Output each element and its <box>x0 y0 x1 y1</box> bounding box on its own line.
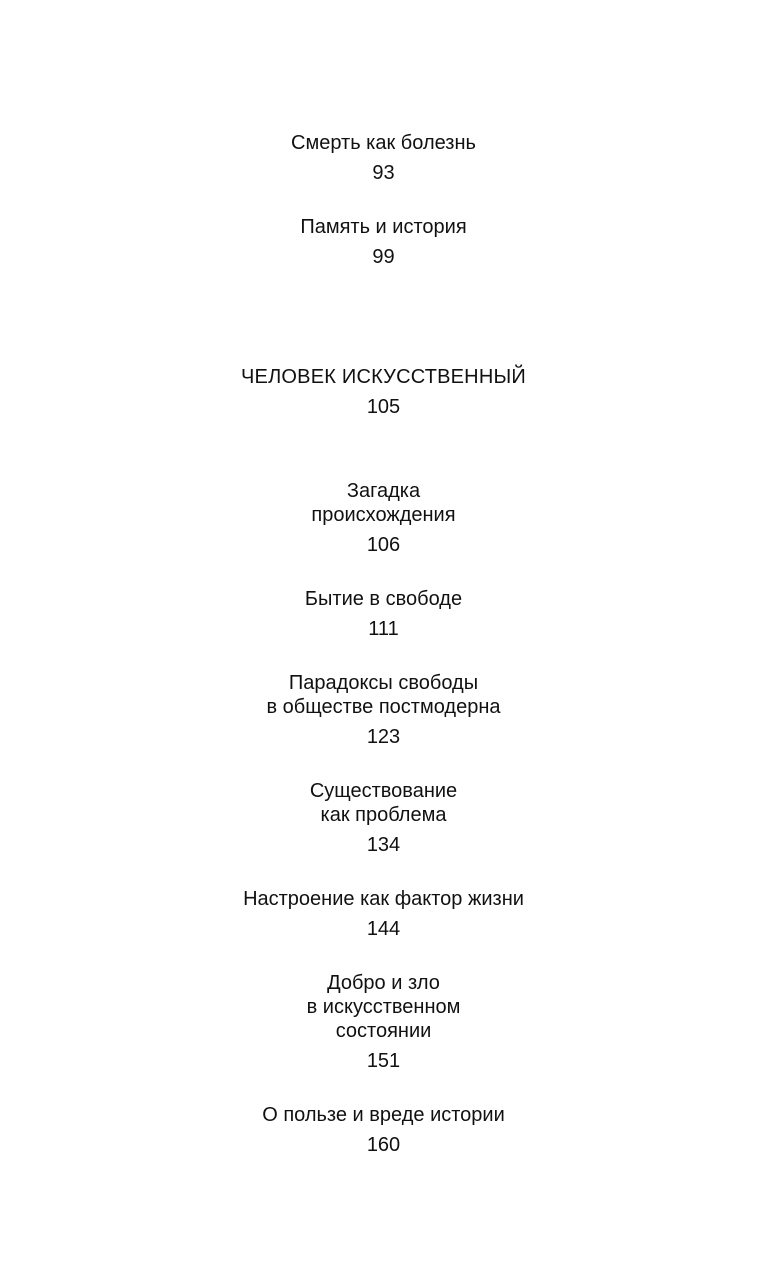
toc-entry-title: состоянии <box>335 1020 432 1042</box>
toc-entry-title: Парадоксы свободы <box>288 672 479 694</box>
toc-entry-title: Память и история <box>300 216 467 238</box>
toc-entry-title: Существование <box>309 780 458 802</box>
toc-entry-page: 151 <box>366 1050 401 1072</box>
toc-entry-title: Бытие в свободе <box>304 588 463 610</box>
toc-entry-page: 144 <box>366 918 401 940</box>
toc-entry-page: 111 <box>368 618 399 640</box>
toc-entry-title: Загадка <box>346 480 421 502</box>
toc-entry-page: 134 <box>366 834 401 856</box>
toc-entry-title: Настроение как фактор жизни <box>243 888 524 910</box>
toc-entry-title: происхождения <box>311 504 456 526</box>
toc-entry-title: Смерть как болезнь <box>291 132 476 154</box>
toc-entry-title: Добро и зло <box>327 972 440 994</box>
toc-entry-page: 99 <box>372 246 395 268</box>
toc-entry-title: как проблема <box>320 804 447 826</box>
toc-entry-page: 123 <box>366 726 401 748</box>
section-page: 105 <box>366 396 401 418</box>
toc-entry-page: 106 <box>366 534 401 556</box>
toc-entry-title: О пользе и вреде истории <box>262 1104 505 1126</box>
toc-entry-page: 93 <box>372 162 395 184</box>
toc-entry-page: 160 <box>366 1134 401 1156</box>
toc-entry-title: в искусственном <box>306 996 461 1018</box>
section-title: ЧЕЛОВЕК ИСКУССТВЕННЫЙ <box>241 366 526 388</box>
toc-entry-title: в обществе постмодерна <box>266 696 501 718</box>
